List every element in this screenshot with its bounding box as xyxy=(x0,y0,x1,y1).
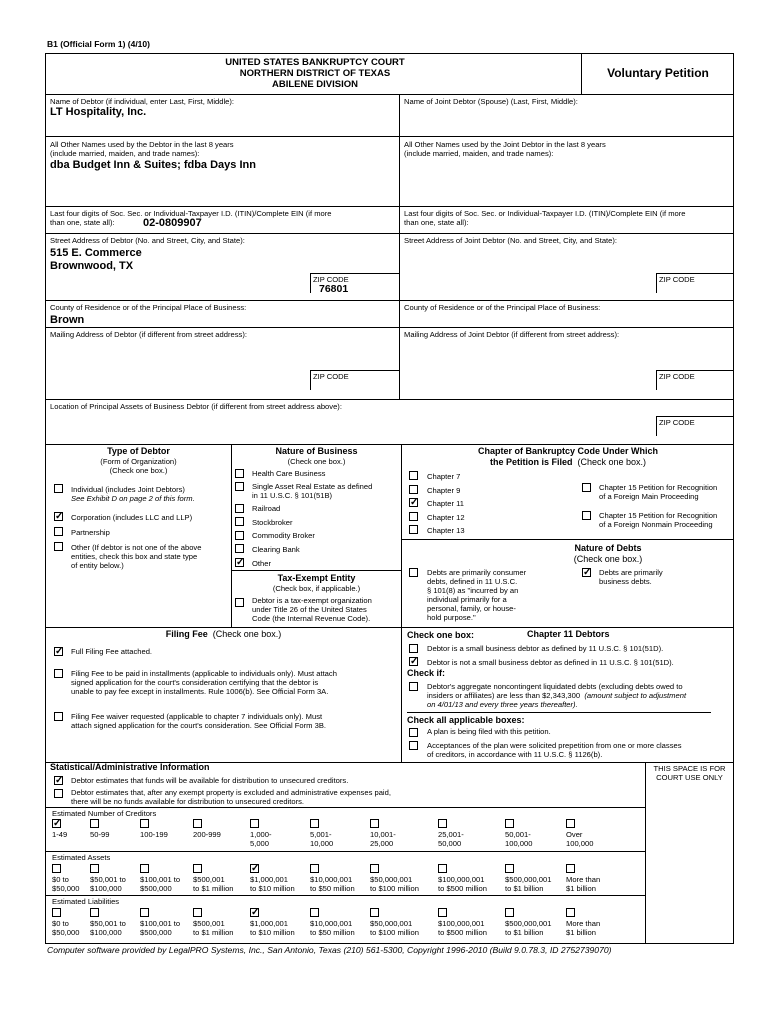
acceptances-label: Acceptances of the plan were solicited prepetition from one or more classes of creditors, in accordance with 11 U.S.C. § 1126(b). xyxy=(427,741,682,759)
assets-option-label: $10,000,001 to $50 million xyxy=(310,875,355,893)
mailing-zip-box: ZIP CODE xyxy=(310,370,400,390)
individual-checkbox[interactable] xyxy=(54,484,63,493)
nature-of-debts-heading: Nature of Debts (Check one box.) xyxy=(573,543,643,564)
corporation-label: Corporation (includes LLC and LLP) xyxy=(71,513,193,522)
other-entity-checkbox[interactable] xyxy=(54,542,63,551)
creditors-checkbox[interactable] xyxy=(250,819,259,828)
waiver-label: Filing Fee waiver requested (applicable to chapter 7 individuals only). Must attach signed application for the court's consideration. See Official Form 3B. xyxy=(71,712,326,730)
creditors-option-label: 100-199 xyxy=(140,830,168,839)
joint-name-label: Name of Joint Debtor (Spouse) (Last, First, Middle): xyxy=(404,97,578,106)
assets-checkbox[interactable] xyxy=(52,864,61,873)
debtor-street[interactable]: 515 E. Commerce Brownwood, TX xyxy=(50,247,142,272)
liabilities-option-label: $500,001 to $1 million xyxy=(193,919,234,937)
liabilities-checkbox[interactable] xyxy=(370,908,379,917)
assets-checkbox[interactable] xyxy=(505,864,514,873)
creditors-option-label: 5,001- 10,000 xyxy=(310,830,334,848)
installments-label: Filing Fee to be paid in installments (applicable to individuals only). Must attach signed application for the court's consideration certifying that the debtor is unable to pay fee except in installments. Rule 1006(b). See Official Form 3A. xyxy=(71,669,337,696)
ch11-title: Chapter 11 Debtors xyxy=(527,629,610,639)
stockbroker-label: Stockbroker xyxy=(252,518,293,527)
installments-checkbox[interactable] xyxy=(54,669,63,678)
chapter-heading: Chapter of Bankruptcy Code Under Which the Petition is Filed (Check one box.) xyxy=(477,446,658,467)
plan-filed-label: A plan is being filed with this petition. xyxy=(427,727,551,736)
assets-checkbox[interactable] xyxy=(90,864,99,873)
commodity-broker-checkbox[interactable] xyxy=(235,531,244,540)
debtor-zip-box: ZIP CODE 76801 xyxy=(310,273,400,293)
full-fee-label: Full Filing Fee attached. xyxy=(71,647,153,656)
court-use-only: THIS SPACE IS FOR COURT USE ONLY xyxy=(653,764,726,782)
liabilities-checkbox[interactable]: ✓ xyxy=(251,907,260,918)
street-label: Street Address of Debtor (No. and Street, City, and State): xyxy=(50,236,245,245)
creditors-checkbox[interactable] xyxy=(140,819,149,828)
creditors-option-label: Over 100,000 xyxy=(566,830,594,848)
nature-of-business-heading: Nature of Business (Check one box.) xyxy=(275,446,358,466)
creditors-checkbox[interactable] xyxy=(566,819,575,828)
tax-exempt-checkbox[interactable] xyxy=(235,598,244,607)
assets-checkbox[interactable]: ✓ xyxy=(251,863,260,874)
other-business-checkbox[interactable]: ✓ xyxy=(236,557,245,568)
waiver-checkbox[interactable] xyxy=(54,712,63,721)
clearing-bank-checkbox[interactable] xyxy=(235,544,244,553)
partnership-checkbox[interactable] xyxy=(54,527,63,536)
chapter-15-main-label: Chapter 15 Petition for Recognition of a Foreign Main Proceeding xyxy=(599,483,718,501)
joint-street-label: Street Address of Joint Debtor (No. and Street, City, and State): xyxy=(404,236,618,245)
chapter-7-checkbox[interactable] xyxy=(409,471,418,480)
stockbroker-checkbox[interactable] xyxy=(235,517,244,526)
liabilities-option-label: $1,000,001 to $10 million xyxy=(250,919,295,937)
liabilities-checkbox[interactable] xyxy=(310,908,319,917)
liabilities-option-label: $500,000,001 to $1 billion xyxy=(505,919,552,937)
creditors-option-label: 25,001- 50,000 xyxy=(438,830,464,848)
check-one-box: Check one box: xyxy=(407,630,475,640)
liabilities-checkbox[interactable] xyxy=(566,908,575,917)
debtor-county[interactable]: Brown xyxy=(50,314,85,326)
commodity-broker-label: Commodity Broker xyxy=(252,531,315,540)
creditors-checkbox[interactable] xyxy=(193,819,202,828)
acceptances-checkbox[interactable] xyxy=(409,741,418,750)
railroad-checkbox[interactable] xyxy=(235,504,244,513)
assets-option-label: $100,000,001 to $500 million xyxy=(438,875,487,893)
creditors-option-label: 1,000- 5,000 xyxy=(250,830,272,848)
funds-available-label: Debtor estimates that funds will be available for distribution to unsecured creditors. xyxy=(71,776,349,785)
assets-option-label: $1,000,001 to $10 million xyxy=(250,875,295,893)
creditors-option-label: 50,001- 100,000 xyxy=(505,830,533,848)
liabilities-checkbox[interactable] xyxy=(438,908,447,917)
railroad-label: Railroad xyxy=(252,504,281,513)
not-small-business-checkbox[interactable]: ✓ xyxy=(410,656,419,667)
clearing-bank-label: Clearing Bank xyxy=(252,545,300,554)
ssn-label: Last four digits of Soc. Sec. or Individual-Taxpayer I.D. (ITIN)/Complete EIN (if more than one, state all): xyxy=(50,209,332,227)
chapter-9-checkbox[interactable] xyxy=(409,485,418,494)
petition-title: Voluntary Petition xyxy=(607,66,709,80)
single-asset-label: Single Asset Real Estate as defined in 11 U.S.C. § 101(51B) xyxy=(252,482,373,500)
liabilities-checkbox[interactable] xyxy=(505,908,514,917)
liabilities-option-label: $0 to $50,000 xyxy=(52,919,80,937)
check-if: Check if: xyxy=(407,668,446,678)
funds-available-checkbox[interactable]: ✓ xyxy=(55,775,64,786)
creditors-checkbox[interactable]: ✓ xyxy=(53,818,62,829)
not-small-business-label: Debtor is not a small business debtor as defined in 11 U.S.C. § 101(51D). xyxy=(427,658,674,667)
chapter-11-label: Chapter 11 xyxy=(427,499,465,508)
liabilities-option-label: $100,000,001 to $500 million xyxy=(438,919,487,937)
single-asset-checkbox[interactable] xyxy=(235,482,244,491)
creditors-option-label: 10,001- 25,000 xyxy=(370,830,396,848)
mailing-label: Mailing Address of Debtor (if different from street address): xyxy=(50,330,247,339)
liabilities-checkbox[interactable] xyxy=(193,908,202,917)
partnership-label: Partnership xyxy=(71,528,110,537)
joint-ssn-label: Last four digits of Soc. Sec. or Individual-Taxpayer I.D. (ITIN)/Complete EIN (if more than one, state all): xyxy=(404,209,686,227)
aggregate-debts-label: Debtor's aggregate noncontingent liquidated debts (excluding debts owed to insiders or affiliates) are less than $2,343,300 (amount subject to adjustment on 4/01/13 and every three years thereafter). xyxy=(427,682,687,709)
liabilities-option-label: $10,000,001 to $50 million xyxy=(310,919,355,937)
joint-other-names-label: All Other Names used by the Joint Debtor in the last 8 years (include married, maiden, and trade names): xyxy=(404,140,606,158)
assets-label: Estimated Assets xyxy=(52,853,111,862)
assets-option-label: $0 to $50,000 xyxy=(52,875,80,893)
liabilities-option-label: $50,000,001 to $100 million xyxy=(370,919,419,937)
assets-option-label: $50,000,001 to $100 million xyxy=(370,875,419,893)
assets-checkbox[interactable] xyxy=(370,864,379,873)
individual-label: Individual (includes Joint Debtors) See Exhibit D on page 2 of this form. xyxy=(71,485,195,503)
assets-option-label: More than $1 billion xyxy=(566,875,601,893)
check-all: Check all applicable boxes: xyxy=(407,715,525,725)
location-label: Location of Principal Assets of Business Debtor (if different from street address above): xyxy=(50,402,342,411)
debtor-name[interactable]: LT Hospitality, Inc. xyxy=(50,106,147,118)
assets-option-label: $500,001 to $1 million xyxy=(193,875,234,893)
chapter-13-label: Chapter 13 xyxy=(427,526,465,535)
creditors-checkbox[interactable] xyxy=(505,819,514,828)
chapter-15-nonmain-label: Chapter 15 Petition for Recognition of a Foreign Nonmain Proceeding xyxy=(599,511,718,529)
chapter-15-main-checkbox[interactable] xyxy=(582,483,591,492)
assets-checkbox[interactable] xyxy=(140,864,149,873)
debtor-other-names[interactable]: dba Budget Inn & Suites; fdba Days Inn xyxy=(50,159,256,171)
health-care-label: Health Care Business xyxy=(252,469,326,478)
liabilities-checkbox[interactable] xyxy=(52,908,61,917)
corporation-checkbox[interactable]: ✓ xyxy=(55,511,64,522)
creditors-label: Estimated Number of Creditors xyxy=(52,809,157,818)
location-zip-box: ZIP CODE xyxy=(656,416,734,436)
creditors-option-label: 200-999 xyxy=(193,830,221,839)
creditors-option-label: 50-99 xyxy=(90,830,110,839)
full-fee-checkbox[interactable]: ✓ xyxy=(55,646,64,657)
liabilities-checkbox[interactable] xyxy=(90,908,99,917)
no-funds-checkbox[interactable] xyxy=(54,789,63,798)
creditors-checkbox[interactable] xyxy=(90,819,99,828)
liabilities-checkbox[interactable] xyxy=(140,908,149,917)
assets-checkbox[interactable] xyxy=(438,864,447,873)
liabilities-label: Estimated Liabilities xyxy=(52,897,120,906)
chapter-7-label: Chapter 7 xyxy=(427,472,461,481)
court-heading: UNITED STATES BANKRUPTCY COURT NORTHERN DISTRICT OF TEXAS ABILENE DIVISION xyxy=(225,57,405,90)
assets-checkbox[interactable] xyxy=(310,864,319,873)
chapter-9-label: Chapter 9 xyxy=(427,486,461,495)
chapter-13-checkbox[interactable] xyxy=(409,525,418,534)
aggregate-debts-checkbox[interactable] xyxy=(409,682,418,691)
type-of-debtor-heading: Type of Debtor (Form of Organization) (Check one box.) xyxy=(100,446,177,475)
joint-zip-box: ZIP CODE xyxy=(656,273,734,293)
small-business-label: Debtor is a small business debtor as defined by 11 U.S.C. § 101(51D). xyxy=(427,644,664,653)
footer: Computer software provided by LegalPRO Systems, Inc., San Antonio, Texas (210) 561-5300, Copyright 1996-2010 (Build 9.0.78.3, ID 2752739070) xyxy=(47,945,612,955)
assets-option-label: $100,001 to $500,000 xyxy=(140,875,181,893)
chapter-15-nonmain-checkbox[interactable] xyxy=(582,511,591,520)
health-care-checkbox[interactable] xyxy=(235,469,244,478)
creditors-option-label: 1-49 xyxy=(52,830,68,839)
tax-exempt-heading: Tax-Exempt Entity (Check box, if applicable.) xyxy=(272,573,361,593)
other-entity-label: Other (If debtor is not one of the above entities, check this box and state type of entity below.) xyxy=(71,543,202,570)
assets-checkbox[interactable] xyxy=(566,864,575,873)
tax-exempt-label: Debtor is a tax-exempt organization under Title 26 of the United States Code (the Internal Revenue Code). xyxy=(252,596,372,623)
debtor-name-label: Name of Debtor (if individual, enter Last, First, Middle): xyxy=(50,97,235,106)
consumer-debts-label: Debts are primarily consumer debts, defined in 11 U.S.C. § 101(8) as "incurred by an individual primarily for a personal, family, or house- hold purpose." xyxy=(427,568,527,622)
creditors-checkbox[interactable] xyxy=(438,819,447,828)
other-business-label: Other xyxy=(252,559,271,568)
business-debts-checkbox[interactable]: ✓ xyxy=(583,567,592,578)
liabilities-option-label: $100,001 to $500,000 xyxy=(140,919,181,937)
joint-mailing-zip-box: ZIP CODE xyxy=(656,370,734,390)
chapter-11-checkbox[interactable]: ✓ xyxy=(410,497,419,508)
assets-option-label: $500,000,001 to $1 billion xyxy=(505,875,552,893)
plan-filed-checkbox[interactable] xyxy=(409,728,418,737)
chapter-12-checkbox[interactable] xyxy=(409,512,418,521)
joint-mailing-label: Mailing Address of Joint Debtor (if different from street address): xyxy=(404,330,620,339)
liabilities-option-label: More than $1 billion xyxy=(566,919,601,937)
stat-heading: Statistical/Administrative Information xyxy=(50,762,210,772)
county-label: County of Residence or of the Principal Place of Business: xyxy=(50,303,247,312)
debtor-ein[interactable]: 02-0809907 xyxy=(143,217,202,229)
joint-county-label: County of Residence or of the Principal Place of Business: xyxy=(404,303,601,312)
chapter-12-label: Chapter 12 xyxy=(427,513,465,522)
business-debts-label: Debts are primarily business debts. xyxy=(599,568,663,586)
creditors-checkbox[interactable] xyxy=(310,819,319,828)
other-names-label: All Other Names used by the Debtor in the last 8 years (include married, maiden, and trade names): xyxy=(50,140,234,158)
form-id: B1 (Official Form 1) (4/10) xyxy=(47,39,150,49)
filing-fee-heading: Filing Fee (Check one box.) xyxy=(165,629,282,639)
creditors-checkbox[interactable] xyxy=(370,819,379,828)
consumer-debts-checkbox[interactable] xyxy=(409,568,418,577)
no-funds-label: Debtor estimates that, after any exempt property is excluded and administrative expenses paid, there will be no funds available for distribution to unsecured creditors. xyxy=(71,788,391,806)
small-business-checkbox[interactable] xyxy=(409,644,418,653)
liabilities-option-label: $50,001 to $100,000 xyxy=(90,919,126,937)
assets-checkbox[interactable] xyxy=(193,864,202,873)
debtor-zip[interactable]: 76801 xyxy=(319,283,349,295)
assets-option-label: $50,001 to $100,000 xyxy=(90,875,126,893)
